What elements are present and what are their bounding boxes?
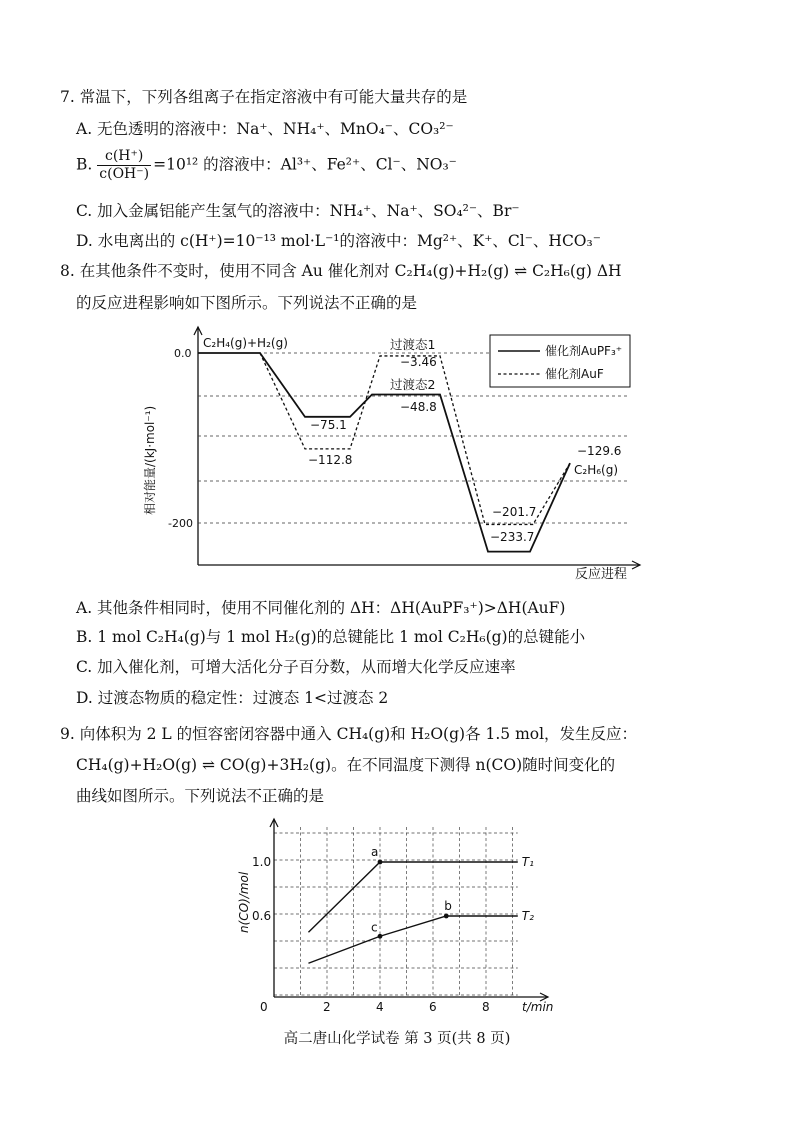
- q7-option-b-rest: =10¹² 的溶液中：Al³⁺、Fe²⁺、Cl⁻、NO₃⁻: [153, 155, 457, 174]
- q7-option-b-label: B.: [76, 155, 93, 174]
- label-ts2: 过渡态2: [390, 377, 436, 392]
- x-tick-0: 0: [260, 1000, 268, 1014]
- q8-option-d: D. 过渡态物质的稳定性：过渡态 1<过渡态 2: [76, 689, 389, 707]
- x-tick-2: 2: [323, 1000, 331, 1014]
- q9-stem-line3: 曲线如图所示。下列说法不正确的是: [76, 787, 325, 805]
- y-tick-1.0: 1.0: [252, 855, 272, 869]
- x-axis-label: 反应进程: [575, 567, 628, 582]
- q7-option-b: [76, 148, 457, 183]
- q7-b-numerator: c(H⁺): [97, 148, 151, 166]
- x-tick-4: 4: [376, 1000, 384, 1014]
- legend-solid-label: 催化剂AuPF₃⁺: [545, 344, 623, 358]
- series-T2-label: T₂: [521, 909, 534, 923]
- value-ts1: −3.46: [400, 355, 437, 369]
- q8-option-b: B. 1 mol C₂H₄(g)与 1 mol H₂(g)的总键能比 1 mol C₂H₆(g)的总键能小: [76, 628, 586, 646]
- point-c: [378, 934, 383, 939]
- point-c-label: c: [371, 920, 378, 935]
- page-footer: 高二唐山化学试卷 第 3 页(共 8 页): [283, 1031, 511, 1047]
- label-ts1: 过渡态1: [390, 337, 436, 352]
- y-axis-label: n(CO)/mol: [237, 871, 251, 933]
- value-prod-solid: −233.7: [490, 530, 535, 544]
- q9-stem-line2: CH₄(g)+H₂O(g) ⇌ CO(g)+3H₂(g)。在不同温度下测得 n(CO)随时间变化的: [76, 756, 616, 774]
- value-end: −129.6: [577, 444, 622, 458]
- q8-stem-line1: 8. 在其他条件不变时，使用不同含 Au 催化剂对 C₂H₄(g)+H₂(g) ⇌ C₂H₆(g) ΔH: [60, 262, 622, 280]
- x-tick-6: 6: [429, 1000, 437, 1014]
- q7-option-d: D. 水电离出的 c(H⁺)=10⁻¹³ mol·L⁻¹的溶液中：Mg²⁺、K⁺、Cl⁻、HCO₃⁻: [76, 232, 601, 250]
- q7-option-b-fraction: [97, 148, 151, 183]
- x-axis-label: t/min: [522, 1000, 554, 1014]
- y-tick-0.6: 0.6: [252, 909, 272, 923]
- q8-option-a: A. 其他条件相同时，使用不同催化剂的 ΔH：ΔH(AuPF₃⁺)>ΔH(AuF): [76, 599, 566, 617]
- y-tick-label-200: -200: [168, 517, 193, 530]
- value-int-solid: −75.1: [310, 418, 347, 432]
- y-axis-label: 相对能量/(kJ·mol⁻¹): [143, 405, 157, 515]
- q9-stem-line1: 9. 向体积为 2 L 的恒容密闭容器中通入 CH₄(g)和 H₂O(g)各 1.5 mol，发生反应：: [60, 725, 638, 743]
- q7-option-c: C. 加入金属铝能产生氢气的溶液中：NH₄⁺、Na⁺、SO₄²⁻、Br⁻: [76, 202, 520, 220]
- q8-stem-line2: 的反应进程影响如下图所示。下列说法不正确的是: [76, 294, 418, 312]
- value-prod-dashed: −201.7: [492, 505, 537, 519]
- legend-dashed-label: 催化剂AuF: [545, 367, 604, 381]
- value-int-dashed: −112.8: [308, 453, 353, 467]
- energy-diagram: [140, 325, 650, 585]
- point-b: [444, 914, 449, 919]
- label-start: C₂H₄(g)+H₂(g): [203, 336, 288, 350]
- q7-stem: 7. 常温下，下列各组离子在指定溶液中有可能大量共存的是: [60, 88, 468, 106]
- series-T1-line: [308, 862, 517, 935]
- series-T1-label: T₁: [521, 855, 534, 869]
- label-end: C₂H₆(g): [574, 463, 619, 477]
- point-a-label: a: [371, 845, 379, 859]
- q7-option-a: A. 无色透明的溶液中：Na⁺、NH₄⁺、MnO₄⁻、CO₃²⁻: [76, 120, 454, 138]
- series-T2-line: [308, 916, 517, 963]
- y-tick-label-0: 0.0: [174, 347, 192, 360]
- q8-option-c: C. 加入催化剂，可增大活化分子百分数，从而增大化学反应速率: [76, 658, 516, 676]
- point-a: [378, 860, 383, 865]
- point-b-label: b: [444, 899, 452, 913]
- x-tick-8: 8: [482, 1000, 490, 1014]
- value-ts2: −48.8: [400, 400, 437, 414]
- q7-b-denominator: c(OH⁻): [99, 166, 150, 182]
- nco-time-chart: [230, 815, 560, 1020]
